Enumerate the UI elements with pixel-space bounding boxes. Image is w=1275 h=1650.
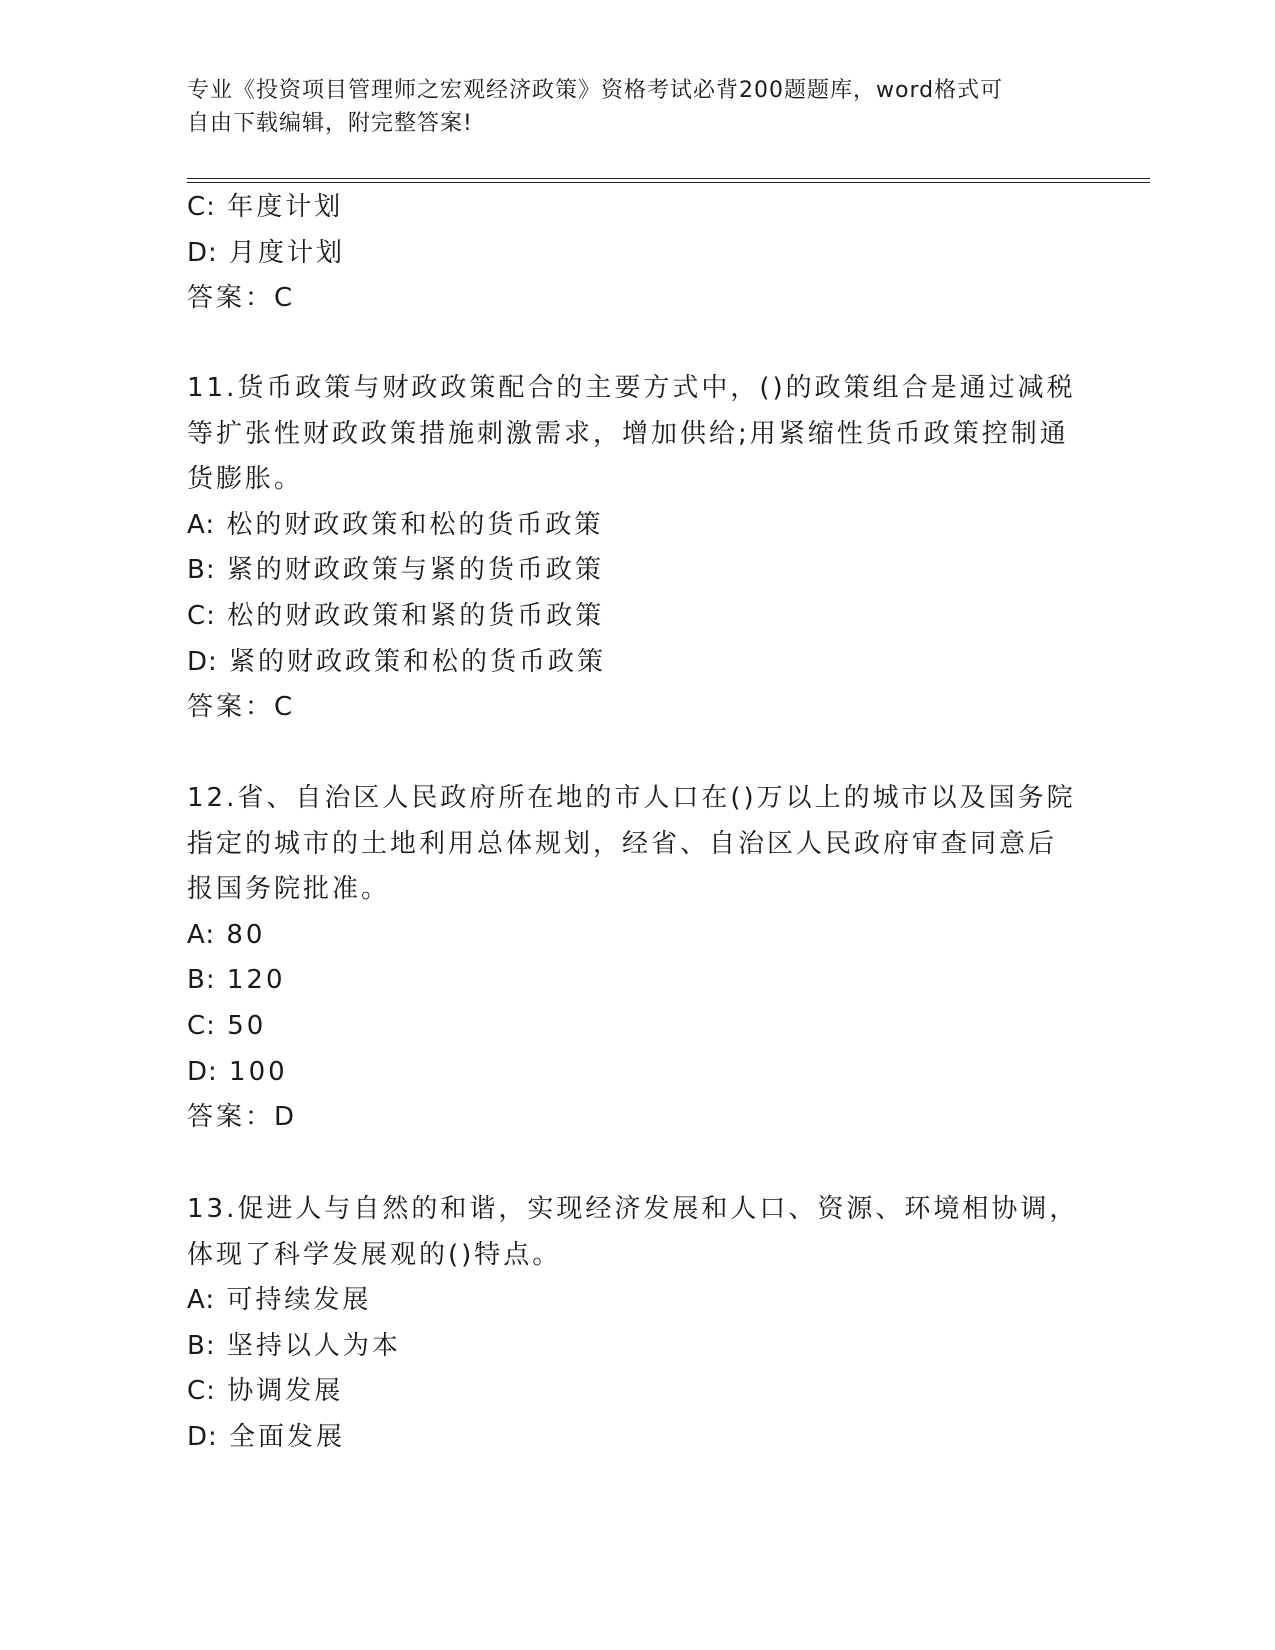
option-c: C: 松的财政政策和紧的货币政策 (187, 600, 605, 631)
question-11 (187, 366, 1087, 731)
option-b: B: 紧的财政政策与紧的货币政策 (187, 555, 604, 586)
question-stem-line: 货膨胀。 (187, 464, 304, 495)
document-header (187, 74, 1067, 140)
option-b: B: 120 (187, 965, 286, 996)
question-stem-line: 指定的城市的土地利用总体规划，经省、自治区人民政府审查同意后 (187, 828, 1058, 859)
question-stem-line: 13.促进人与自然的和谐，实现经济发展和人口、资源、环境相协调， (187, 1194, 1079, 1224)
question-13 (187, 1187, 1087, 1461)
answer-line: 答案：C (187, 283, 296, 314)
option-c: C: 50 (187, 1010, 267, 1041)
option-a: A: 可持续发展 (187, 1285, 372, 1316)
question-stem-line: 12.省、自治区人民政府所在地的市人口在()万以上的城市以及国务院 (187, 783, 1076, 813)
option-a: A: 松的财政政策和松的货币政策 (187, 509, 604, 540)
option-c: C: 协调发展 (187, 1376, 344, 1407)
question-stem-line: 11.货币政策与财政政策配合的主要方式中，()的政策组合是通过减税 (187, 373, 1076, 403)
option-d: D: 100 (187, 1056, 288, 1087)
header-title-line-2: 自由下载编辑，附完整答案! (187, 111, 473, 136)
option-a: A: 80 (187, 919, 266, 950)
question-stem-line: 报国务院批准。 (187, 874, 391, 905)
answer-line: 答案：C (187, 692, 296, 723)
option-c: C: 年度计划 (187, 192, 344, 222)
option-d: D: 全面发展 (187, 1421, 346, 1452)
header-divider (187, 178, 1150, 183)
prev-question-block (187, 185, 1087, 322)
option-b: B: 坚持以人为本 (187, 1330, 401, 1361)
option-d: D: 月度计划 (187, 237, 346, 268)
question-stem-line: 等扩张性财政政策措施刺激需求，增加供给;用紧缩性货币政策控制通 (187, 418, 1069, 449)
question-12 (187, 776, 1087, 1141)
question-stem-line: 体现了科学发展观的()特点。 (187, 1239, 562, 1270)
answer-line: 答案：D (187, 1102, 298, 1133)
option-d: D: 紧的财政政策和松的货币政策 (187, 646, 607, 677)
header-title-line-1: 专业《投资项目管理师之宏观经济政策》资格考试必背200题题库，word格式可 (187, 78, 1004, 103)
